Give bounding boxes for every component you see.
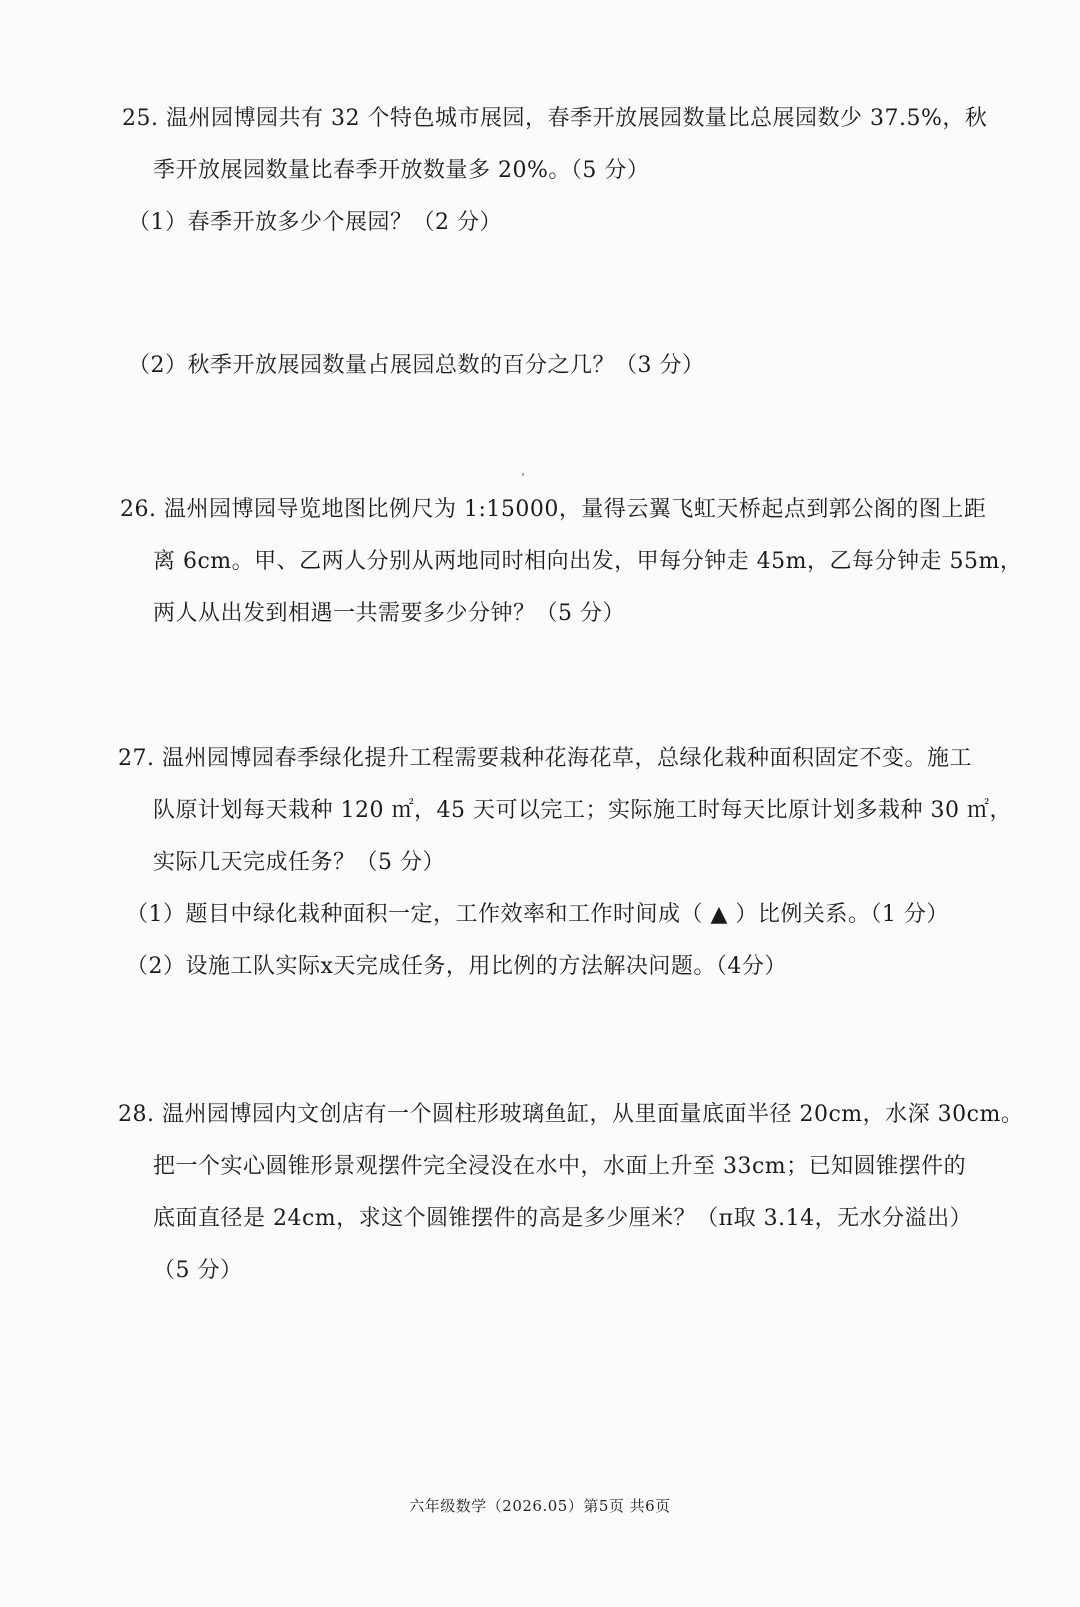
question-28-line-4: （5 分） [153,1258,243,1283]
answer-space-25-2 [120,383,960,483]
question-28-line-1: 28. 温州园博园内文创店有一个圆柱形玻璃鱼缸，从里面量底面半径 20cm，水深 30cm。 [118,1102,1024,1127]
answer-space-26 [120,631,960,731]
question-25-part-2: （2）秋季开放展园数量占展园总数的百分之几？（3 分） [128,353,705,378]
question-25-part-1: （1）春季开放多少个展园？（2 分） [128,210,502,235]
answer-space-25-1 [120,240,960,340]
question-27-part-1: （1）题目中绿化栽种面积一定，工作效率和工作时间成（ ▲ ）比例关系。（1 分） [126,902,949,927]
question-27-part-2: （2）设施工队实际x天完成任务，用比例的方法解决问题。（4分） [126,954,787,979]
question-27-line-2: 队原计划每天栽种 120 ㎡，45 天可以完工；实际施工时每天比原计划多栽种 30 ㎡， [153,798,1012,823]
question-25-line-2: 季开放展园数量比春季开放数量多 20%。（5 分） [153,158,650,183]
answer-space-28 [120,1290,960,1470]
question-26-line-2: 离 6cm。甲、乙两人分别从两地同时相向出发，甲每分钟走 45m，乙每分钟走 55m， [153,549,1023,574]
question-28-line-2: 把一个实心圆锥形景观摆件完全浸没在水中，水面上升至 33cm；已知圆锥摆件的 [153,1154,967,1179]
page-footer: 六年级数学（2026.05）第5页 共6页 [409,1497,671,1515]
answer-space-27 [120,984,960,1084]
question-27-line-1: 27. 温州园博园春季绿化提升工程需要栽种花海花草，总绿化栽种面积固定不变。施工 [118,746,972,771]
question-25-line-1: 25. 温州园博园共有 32 个特色城市展园，春季开放展园数量比总展园数少 37.5%，秋 [122,106,988,131]
scan-speck [522,473,524,476]
question-27-line-3: 实际几天完成任务？（5 分） [153,850,445,875]
question-26-line-3: 两人从出发到相遇一共需要多少分钟？（5 分） [153,601,625,626]
question-28-line-3: 底面直径是 24cm，求这个圆锥摆件的高是多少厘米？（π取 3.14，无水分溢出） [153,1206,973,1231]
question-26-line-1: 26. 温州园博园导览地图比例尺为 1:15000，量得云翼飞虹天桥起点到郭公阁的图上距 [120,497,987,522]
